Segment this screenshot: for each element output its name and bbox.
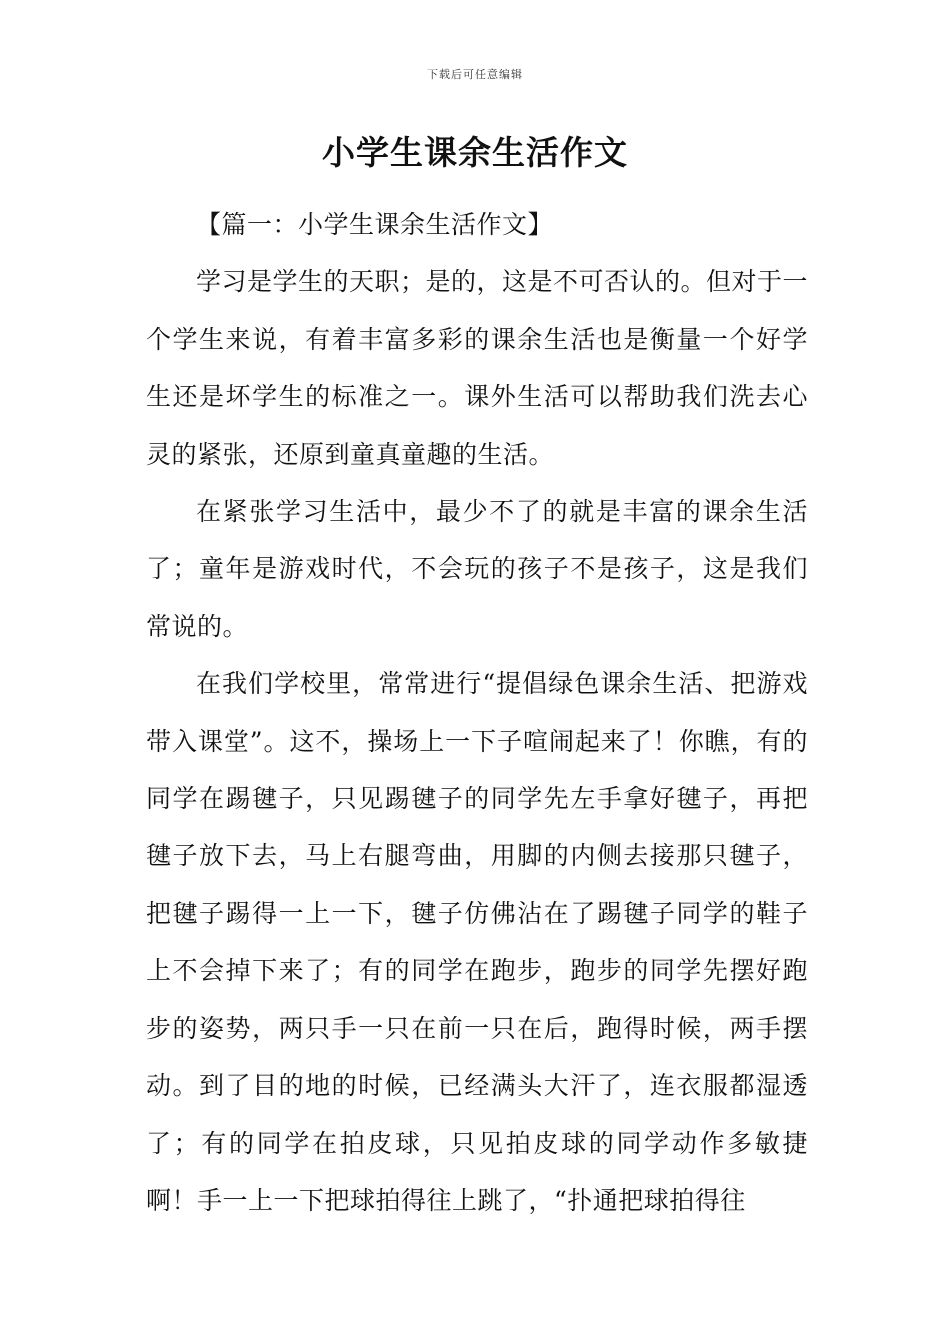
paragraph-1: 学习是学生的天职；是的，这是不可否认的。但对于一个学生来说，有着丰富多彩的课余生活也是衡量一个好学生还是坏学生的标准之一。课外生活可以帮助我们洗去心灵的紧张，还原到童真童趣的生活。 (146, 267, 809, 469)
section-heading: 【篇一：小学生课余生活作文】 (196, 210, 554, 239)
document-body (146, 196, 808, 1229)
document-title: 小学生课余生活作文 (322, 133, 628, 172)
paragraph-2: 在紧张学习生活中，最少不了的就是丰富的课余生活了；童年是游戏时代，不会玩的孩子不是孩子，这是我们常说的。 (146, 497, 808, 641)
header-note: 下载后可任意编辑 (427, 68, 523, 81)
paragraph-3: 在我们学校里，常常进行“提倡绿色课余生活、把游戏带入课堂”。这不，操场上一下子喧闹起来了！你瞧，有的同学在踢毽子，只见踢毽子的同学先左手拿好毽子，再把毽子放下去，马上右腿弯曲，用脚的内侧去接那只毽子，把毽子踢得一上一下，毽子仿佛沾在了踢毽子同学的鞋子上不会掉下来了；有的同学在跑步，跑步的同学先摆好跑步的姿势，两只手一只在前一只在后，跑得时候，两手摆动。到了目的地的时候，已经满头大汗了，连衣服都湿透了；有的同学在拍皮球，只见拍皮球的同学动作多敏捷啊！手一上一下把球拍得往上跳了，“扑通把球拍得往 (146, 669, 808, 1215)
